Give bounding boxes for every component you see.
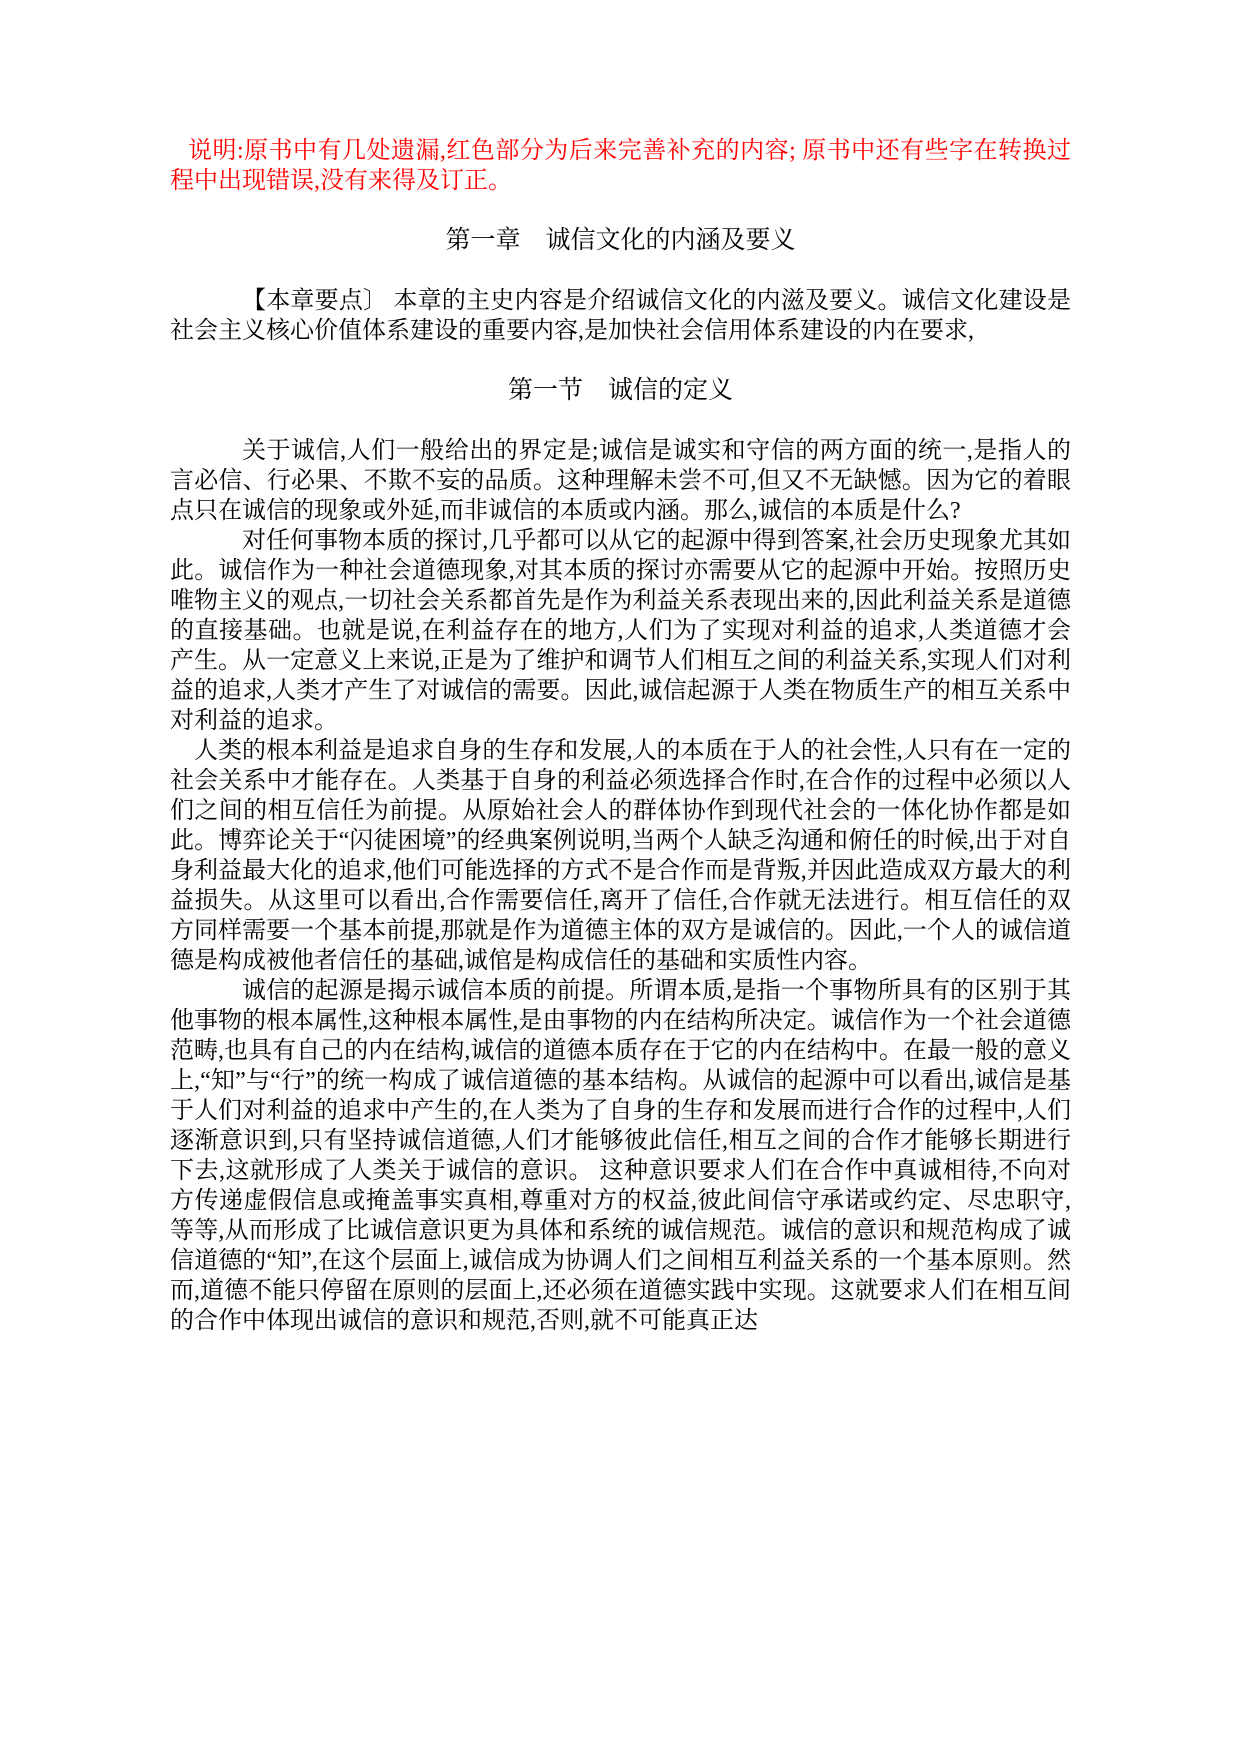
body-paragraph: 诚信的起源是揭示诚信本质的前提。所谓本质,是指一个事物所具有的区别于其他事物的根本属性,这种根本属性,是由事物的内在结构所决定。诚信作为一个社会道德范畴,也具有自己的内在结构,诚信的道德本质存在于它的内在结构中。在最一般的意义上,“知”与“行”的统一构成了诚信道德的基本结构。从诚信的起源中可以看出,诚信是基于人们对利益的追求中产生的,在人类为了自身的生存和发展而进行合作的过程中,人们逐渐意识到,只有坚持诚信道德,人们才能够彼此信任,相互之间的合作才能够长期进行下去,这就形成了人类关于诚信的意识。 这种意识要求人们在合作中真诚相待,不向对方传递虚假信息或掩盖事实真相,尊重对方的权益,彼此间信守承诺或约定、尽忠职守,等等,从而形成了比诚信意识更为具体和系统的诚信规范。诚信的意识和规范构成了诚信道德的“知”,在这个层面上,诚信成为协调人们之间相互利益关系的一个基本原则。然而,道德不能只停留在原则的层面上,还必须在道德实践中实现。这就要求人们在相互间的合作中体现出诚信的意识和规范,否则,就不可能真正达 (170, 978, 1071, 1334)
section-title: 第一节 诚信的定义 (507, 377, 733, 404)
body-paragraph: 人类的根本利益是追求自身的生存和发展,人的本质在于人的社会性,人只有在一定的社会关系中才能存在。人类基于自身的利益必须选择合作时,在合作的过程中必须以人们之间的相互信任为前提。从原始社会人的群体协作到现代社会的一体化协作都是如此。博弈论关于“闪徒困境”的经典案例说明,当两个人缺乏沟通和俯任的时候,出于对自身利益最大化的追求,他们可能选择的方式不是合作而是背叛,并因此造成双方最大的利益损失。从这里可以看出,合作需要信任,离开了信任,合作就无法进行。相互信任的双方同样需要一个基本前提,那就是作为道德主体的双方是诚信的。因此,一个人的诚信道德是构成被他者信任的基础,诚倌是构成信任的基础和实质性内容。 (170, 738, 1071, 974)
chapter-title: 第一章 诚信文化的内涵及要义 (445, 227, 796, 254)
body-paragraph: 对任何事物本质的探讨,几乎都可以从它的起源中得到答案,社会历史现象尤其如此。诚信作为一种社会道德现象,对其本质的探讨亦需要从它的起源中开始。按照历史唯物主义的观点,一切社会关系都首先是作为利益关系表现出来的,因此利益关系是道德的直接基础。也就是说,在利益存在的地方,人们为了实现对利益的追求,人类道德才会产生。从一定意义上来说,正是为了维护和调节人们相互之间的利益关系,实现人们对利益的追求,人类才产生了对诚信的需要。因此,诚信起源于人类在物质生产的相互关系中对利益的追求。 (170, 528, 1071, 734)
editor-note: 说明:原书中有几处遗漏,红色部分为后来完善补充的内容; 原书中还有些字在转换过程中出现错误,没有来得及订正。 (170, 138, 1071, 194)
chapter-summary: 【本章要点〕 本章的主史内容是介绍诚信文化的内滋及要义。诚信文化建设是社会主义核心价值体系建设的重要内容,是加快社会信用体系建设的内在要求, (170, 288, 1071, 344)
body-paragraph: 关于诚信,人们一般给出的界定是;诚信是诚实和守信的两方面的统一,是指人的言必信、行必果、不欺不妄的品质。这种理解未尝不可,但又不无缺憾。因为它的着眼点只在诚信的现象或外延,而非诚信的本质或内涵。那么,诚信的本质是什么? (170, 438, 1071, 524)
